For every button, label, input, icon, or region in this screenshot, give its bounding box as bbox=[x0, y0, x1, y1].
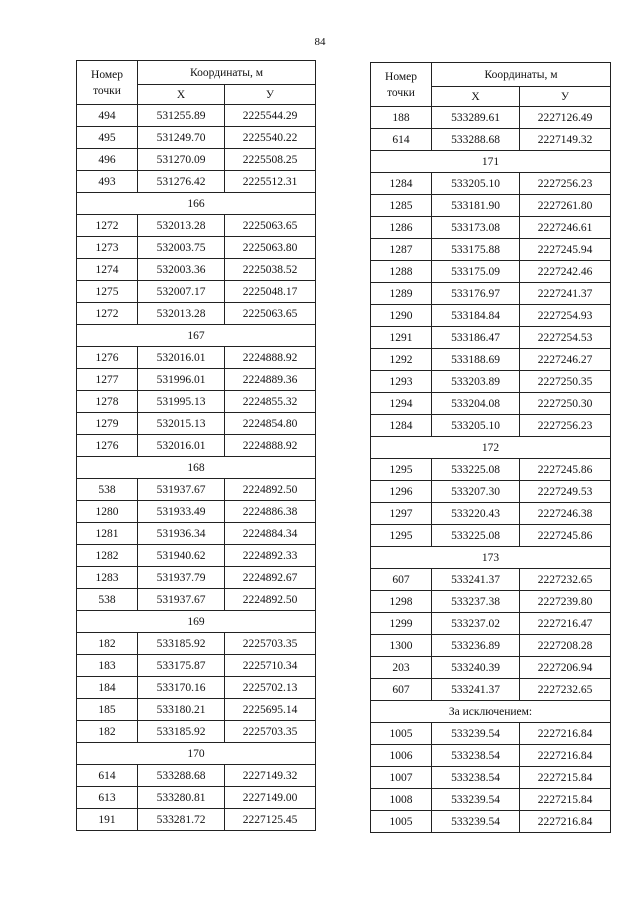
point-number-cell: 1288 bbox=[371, 261, 432, 283]
x-coordinate-cell: 533207.30 bbox=[432, 481, 520, 503]
point-number-cell: 1278 bbox=[77, 391, 138, 413]
y-coordinate-cell: 2227246.38 bbox=[520, 503, 611, 525]
y-coordinate-cell: 2227216.84 bbox=[520, 745, 611, 767]
point-number-cell: 1292 bbox=[371, 349, 432, 371]
point-number-cell: 1290 bbox=[371, 305, 432, 327]
table-row bbox=[371, 349, 611, 371]
point-number-cell: 613 bbox=[77, 787, 138, 809]
y-coordinate-cell: 2225702.13 bbox=[225, 677, 316, 699]
header-point-number: Номер точки bbox=[77, 61, 138, 105]
point-number-cell: 1285 bbox=[371, 195, 432, 217]
x-coordinate-cell: 531996.01 bbox=[138, 369, 225, 391]
y-coordinate-cell: 2227256.23 bbox=[520, 415, 611, 437]
section-label: 171 bbox=[371, 151, 611, 173]
y-coordinate-cell: 2225038.52 bbox=[225, 259, 316, 281]
section-row bbox=[371, 151, 611, 173]
x-coordinate-cell: 532016.01 bbox=[138, 435, 225, 457]
header-y: У bbox=[520, 87, 611, 107]
point-number-cell: 203 bbox=[371, 657, 432, 679]
table-row bbox=[77, 237, 316, 259]
y-coordinate-cell: 2225512.31 bbox=[225, 171, 316, 193]
point-number-cell: 1298 bbox=[371, 591, 432, 613]
x-coordinate-cell: 533185.92 bbox=[138, 721, 225, 743]
x-coordinate-cell: 533205.10 bbox=[432, 415, 520, 437]
point-number-cell: 1294 bbox=[371, 393, 432, 415]
table-row bbox=[371, 107, 611, 129]
y-coordinate-cell: 2224892.50 bbox=[225, 589, 316, 611]
x-coordinate-cell: 533289.61 bbox=[432, 107, 520, 129]
table-row bbox=[371, 503, 611, 525]
table-row bbox=[77, 787, 316, 809]
table-row bbox=[371, 217, 611, 239]
point-number-cell: 1284 bbox=[371, 415, 432, 437]
x-coordinate-cell: 533239.54 bbox=[432, 723, 520, 745]
table-row bbox=[371, 657, 611, 679]
table-body-left bbox=[77, 105, 316, 831]
x-coordinate-cell: 533239.54 bbox=[432, 789, 520, 811]
x-coordinate-cell: 531940.62 bbox=[138, 545, 225, 567]
y-coordinate-cell: 2227261.80 bbox=[520, 195, 611, 217]
point-number-cell: 1277 bbox=[77, 369, 138, 391]
x-coordinate-cell: 533280.81 bbox=[138, 787, 225, 809]
section-label: 167 bbox=[77, 325, 316, 347]
x-coordinate-cell: 533175.09 bbox=[432, 261, 520, 283]
header-y: У bbox=[225, 85, 316, 105]
table-row bbox=[77, 303, 316, 325]
y-coordinate-cell: 2227232.65 bbox=[520, 569, 611, 591]
section-label: За исключением: bbox=[371, 701, 611, 723]
table-row bbox=[77, 105, 316, 127]
point-number-cell: 614 bbox=[77, 765, 138, 787]
section-label: 169 bbox=[77, 611, 316, 633]
table-row bbox=[77, 523, 316, 545]
y-coordinate-cell: 2225695.14 bbox=[225, 699, 316, 721]
section-row bbox=[77, 457, 316, 479]
y-coordinate-cell: 2227246.61 bbox=[520, 217, 611, 239]
table-row bbox=[371, 745, 611, 767]
x-coordinate-cell: 533237.38 bbox=[432, 591, 520, 613]
y-coordinate-cell: 2227206.94 bbox=[520, 657, 611, 679]
y-coordinate-cell: 2225544.29 bbox=[225, 105, 316, 127]
point-number-cell: 1281 bbox=[77, 523, 138, 545]
point-number-cell: 1295 bbox=[371, 525, 432, 547]
x-coordinate-cell: 533238.54 bbox=[432, 745, 520, 767]
table-row bbox=[371, 239, 611, 261]
y-coordinate-cell: 2225063.65 bbox=[225, 303, 316, 325]
y-coordinate-cell: 2227149.32 bbox=[520, 129, 611, 151]
section-row bbox=[77, 325, 316, 347]
table-row bbox=[371, 679, 611, 701]
point-number-cell: 1276 bbox=[77, 435, 138, 457]
x-coordinate-cell: 533181.90 bbox=[432, 195, 520, 217]
y-coordinate-cell: 2227149.00 bbox=[225, 787, 316, 809]
x-coordinate-cell: 531933.49 bbox=[138, 501, 225, 523]
point-number-cell: 494 bbox=[77, 105, 138, 127]
point-number-cell: 1008 bbox=[371, 789, 432, 811]
point-number-cell: 1291 bbox=[371, 327, 432, 349]
point-number-cell: 607 bbox=[371, 569, 432, 591]
x-coordinate-cell: 533238.54 bbox=[432, 767, 520, 789]
y-coordinate-cell: 2227256.23 bbox=[520, 173, 611, 195]
table-row bbox=[77, 677, 316, 699]
section-row bbox=[77, 193, 316, 215]
table-row bbox=[371, 393, 611, 415]
y-coordinate-cell: 2227254.53 bbox=[520, 327, 611, 349]
point-number-cell: 183 bbox=[77, 655, 138, 677]
table-row bbox=[77, 545, 316, 567]
table-row bbox=[371, 481, 611, 503]
table-row bbox=[371, 327, 611, 349]
x-coordinate-cell: 533241.37 bbox=[432, 679, 520, 701]
x-coordinate-cell: 533236.89 bbox=[432, 635, 520, 657]
section-row bbox=[77, 611, 316, 633]
y-coordinate-cell: 2227242.46 bbox=[520, 261, 611, 283]
x-coordinate-cell: 532015.13 bbox=[138, 413, 225, 435]
y-coordinate-cell: 2224855.32 bbox=[225, 391, 316, 413]
y-coordinate-cell: 2225710.34 bbox=[225, 655, 316, 677]
y-coordinate-cell: 2224888.92 bbox=[225, 347, 316, 369]
y-coordinate-cell: 2225508.25 bbox=[225, 149, 316, 171]
header-x: X bbox=[432, 87, 520, 107]
y-coordinate-cell: 2227208.28 bbox=[520, 635, 611, 657]
x-coordinate-cell: 533225.08 bbox=[432, 459, 520, 481]
y-coordinate-cell: 2227250.30 bbox=[520, 393, 611, 415]
x-coordinate-cell: 533220.43 bbox=[432, 503, 520, 525]
table-row bbox=[77, 567, 316, 589]
point-number-cell: 607 bbox=[371, 679, 432, 701]
x-coordinate-cell: 533203.89 bbox=[432, 371, 520, 393]
header-coordinates: Координаты, м bbox=[138, 61, 316, 85]
x-coordinate-cell: 533184.84 bbox=[432, 305, 520, 327]
x-coordinate-cell: 533240.39 bbox=[432, 657, 520, 679]
table-body-right bbox=[371, 107, 611, 833]
table-row bbox=[77, 127, 316, 149]
coordinates-table-left bbox=[76, 60, 316, 831]
y-coordinate-cell: 2227125.45 bbox=[225, 809, 316, 831]
table-row bbox=[371, 415, 611, 437]
table-row bbox=[77, 435, 316, 457]
table-row bbox=[371, 305, 611, 327]
point-number-cell: 1299 bbox=[371, 613, 432, 635]
point-number-cell: 1273 bbox=[77, 237, 138, 259]
y-coordinate-cell: 2225063.65 bbox=[225, 215, 316, 237]
y-coordinate-cell: 2227126.49 bbox=[520, 107, 611, 129]
y-coordinate-cell: 2225048.17 bbox=[225, 281, 316, 303]
point-number-cell: 1286 bbox=[371, 217, 432, 239]
table-row bbox=[371, 261, 611, 283]
x-coordinate-cell: 533288.68 bbox=[432, 129, 520, 151]
point-number-cell: 1275 bbox=[77, 281, 138, 303]
point-number-cell: 1272 bbox=[77, 303, 138, 325]
y-coordinate-cell: 2227215.84 bbox=[520, 789, 611, 811]
y-coordinate-cell: 2227216.84 bbox=[520, 811, 611, 833]
x-coordinate-cell: 532003.36 bbox=[138, 259, 225, 281]
point-number-cell: 1272 bbox=[77, 215, 138, 237]
y-coordinate-cell: 2227241.37 bbox=[520, 283, 611, 305]
table-row bbox=[77, 655, 316, 677]
section-label: 173 bbox=[371, 547, 611, 569]
table-row bbox=[371, 569, 611, 591]
table-row bbox=[77, 149, 316, 171]
table-row bbox=[371, 789, 611, 811]
x-coordinate-cell: 533204.08 bbox=[432, 393, 520, 415]
point-number-cell: 1283 bbox=[77, 567, 138, 589]
point-number-cell: 1007 bbox=[371, 767, 432, 789]
header-point-number: Номер точки bbox=[371, 63, 432, 107]
y-coordinate-cell: 2227246.27 bbox=[520, 349, 611, 371]
section-label: 170 bbox=[77, 743, 316, 765]
y-coordinate-cell: 2227149.32 bbox=[225, 765, 316, 787]
header-coordinates: Координаты, м bbox=[432, 63, 611, 87]
x-coordinate-cell: 531276.42 bbox=[138, 171, 225, 193]
x-coordinate-cell: 531995.13 bbox=[138, 391, 225, 413]
table-row bbox=[77, 633, 316, 655]
x-coordinate-cell: 533239.54 bbox=[432, 811, 520, 833]
table-row bbox=[77, 479, 316, 501]
y-coordinate-cell: 2225063.80 bbox=[225, 237, 316, 259]
x-coordinate-cell: 533186.47 bbox=[432, 327, 520, 349]
point-number-cell: 614 bbox=[371, 129, 432, 151]
point-number-cell: 1287 bbox=[371, 239, 432, 261]
x-coordinate-cell: 533237.02 bbox=[432, 613, 520, 635]
point-number-cell: 1289 bbox=[371, 283, 432, 305]
y-coordinate-cell: 2227254.93 bbox=[520, 305, 611, 327]
section-row bbox=[371, 701, 611, 723]
point-number-cell: 1005 bbox=[371, 723, 432, 745]
page-number: 84 bbox=[314, 36, 326, 48]
table-row bbox=[77, 589, 316, 611]
point-number-cell: 1297 bbox=[371, 503, 432, 525]
x-coordinate-cell: 533185.92 bbox=[138, 633, 225, 655]
table-row bbox=[371, 525, 611, 547]
table-row bbox=[371, 635, 611, 657]
point-number-cell: 188 bbox=[371, 107, 432, 129]
table-row bbox=[371, 459, 611, 481]
x-coordinate-cell: 533173.08 bbox=[432, 217, 520, 239]
table-row bbox=[371, 591, 611, 613]
table-row bbox=[77, 171, 316, 193]
y-coordinate-cell: 2227245.86 bbox=[520, 459, 611, 481]
y-coordinate-cell: 2224892.33 bbox=[225, 545, 316, 567]
x-coordinate-cell: 532003.75 bbox=[138, 237, 225, 259]
y-coordinate-cell: 2224886.38 bbox=[225, 501, 316, 523]
y-coordinate-cell: 2227232.65 bbox=[520, 679, 611, 701]
y-coordinate-cell: 2227245.94 bbox=[520, 239, 611, 261]
y-coordinate-cell: 2225540.22 bbox=[225, 127, 316, 149]
x-coordinate-cell: 531255.89 bbox=[138, 105, 225, 127]
y-coordinate-cell: 2224892.50 bbox=[225, 479, 316, 501]
x-coordinate-cell: 533225.08 bbox=[432, 525, 520, 547]
point-number-cell: 1296 bbox=[371, 481, 432, 503]
table-row bbox=[77, 369, 316, 391]
section-row bbox=[371, 437, 611, 459]
y-coordinate-cell: 2224884.34 bbox=[225, 523, 316, 545]
point-number-cell: 496 bbox=[77, 149, 138, 171]
point-number-cell: 538 bbox=[77, 479, 138, 501]
table-row bbox=[77, 809, 316, 831]
table-row bbox=[77, 699, 316, 721]
point-number-cell: 182 bbox=[77, 721, 138, 743]
section-row bbox=[371, 547, 611, 569]
x-coordinate-cell: 531270.09 bbox=[138, 149, 225, 171]
x-coordinate-cell: 533180.21 bbox=[138, 699, 225, 721]
point-number-cell: 1293 bbox=[371, 371, 432, 393]
table-row bbox=[371, 811, 611, 833]
y-coordinate-cell: 2224889.36 bbox=[225, 369, 316, 391]
y-coordinate-cell: 2227216.84 bbox=[520, 723, 611, 745]
y-coordinate-cell: 2227215.84 bbox=[520, 767, 611, 789]
point-number-cell: 1274 bbox=[77, 259, 138, 281]
table-row bbox=[77, 721, 316, 743]
point-number-cell: 182 bbox=[77, 633, 138, 655]
section-label: 168 bbox=[77, 457, 316, 479]
section-label: 172 bbox=[371, 437, 611, 459]
y-coordinate-cell: 2224892.67 bbox=[225, 567, 316, 589]
table-row bbox=[77, 391, 316, 413]
point-number-cell: 1282 bbox=[77, 545, 138, 567]
point-number-cell: 1006 bbox=[371, 745, 432, 767]
table-row bbox=[371, 767, 611, 789]
x-coordinate-cell: 533176.97 bbox=[432, 283, 520, 305]
table-row bbox=[371, 173, 611, 195]
x-coordinate-cell: 533281.72 bbox=[138, 809, 225, 831]
section-label: 166 bbox=[77, 193, 316, 215]
point-number-cell: 493 bbox=[77, 171, 138, 193]
point-number-cell: 538 bbox=[77, 589, 138, 611]
point-number-cell: 1295 bbox=[371, 459, 432, 481]
table-row bbox=[77, 281, 316, 303]
coordinates-table-right bbox=[370, 62, 611, 833]
x-coordinate-cell: 531937.67 bbox=[138, 479, 225, 501]
table-row bbox=[371, 129, 611, 151]
x-coordinate-cell: 532007.17 bbox=[138, 281, 225, 303]
x-coordinate-cell: 533175.87 bbox=[138, 655, 225, 677]
x-coordinate-cell: 533170.16 bbox=[138, 677, 225, 699]
table-row bbox=[371, 371, 611, 393]
point-number-cell: 191 bbox=[77, 809, 138, 831]
x-coordinate-cell: 531249.70 bbox=[138, 127, 225, 149]
x-coordinate-cell: 531937.67 bbox=[138, 589, 225, 611]
table-row bbox=[77, 501, 316, 523]
y-coordinate-cell: 2225703.35 bbox=[225, 633, 316, 655]
table-row bbox=[77, 765, 316, 787]
x-coordinate-cell: 533175.88 bbox=[432, 239, 520, 261]
y-coordinate-cell: 2227250.35 bbox=[520, 371, 611, 393]
x-coordinate-cell: 533188.69 bbox=[432, 349, 520, 371]
x-coordinate-cell: 533205.10 bbox=[432, 173, 520, 195]
y-coordinate-cell: 2224854.80 bbox=[225, 413, 316, 435]
point-number-cell: 495 bbox=[77, 127, 138, 149]
table-row bbox=[77, 215, 316, 237]
header-x: X bbox=[138, 85, 225, 105]
section-row bbox=[77, 743, 316, 765]
x-coordinate-cell: 532013.28 bbox=[138, 215, 225, 237]
x-coordinate-cell: 532016.01 bbox=[138, 347, 225, 369]
point-number-cell: 1279 bbox=[77, 413, 138, 435]
point-number-cell: 185 bbox=[77, 699, 138, 721]
x-coordinate-cell: 531937.79 bbox=[138, 567, 225, 589]
y-coordinate-cell: 2227249.53 bbox=[520, 481, 611, 503]
point-number-cell: 1284 bbox=[371, 173, 432, 195]
point-number-cell: 1276 bbox=[77, 347, 138, 369]
table-row bbox=[371, 283, 611, 305]
point-number-cell: 1005 bbox=[371, 811, 432, 833]
table-row bbox=[77, 259, 316, 281]
table-row bbox=[77, 413, 316, 435]
table-row bbox=[371, 723, 611, 745]
x-coordinate-cell: 532013.28 bbox=[138, 303, 225, 325]
y-coordinate-cell: 2225703.35 bbox=[225, 721, 316, 743]
y-coordinate-cell: 2227239.80 bbox=[520, 591, 611, 613]
point-number-cell: 1300 bbox=[371, 635, 432, 657]
x-coordinate-cell: 531936.34 bbox=[138, 523, 225, 545]
x-coordinate-cell: 533241.37 bbox=[432, 569, 520, 591]
y-coordinate-cell: 2227216.47 bbox=[520, 613, 611, 635]
x-coordinate-cell: 533288.68 bbox=[138, 765, 225, 787]
y-coordinate-cell: 2224888.92 bbox=[225, 435, 316, 457]
point-number-cell: 184 bbox=[77, 677, 138, 699]
table-row bbox=[77, 347, 316, 369]
table-row bbox=[371, 195, 611, 217]
point-number-cell: 1280 bbox=[77, 501, 138, 523]
table-row bbox=[371, 613, 611, 635]
y-coordinate-cell: 2227245.86 bbox=[520, 525, 611, 547]
